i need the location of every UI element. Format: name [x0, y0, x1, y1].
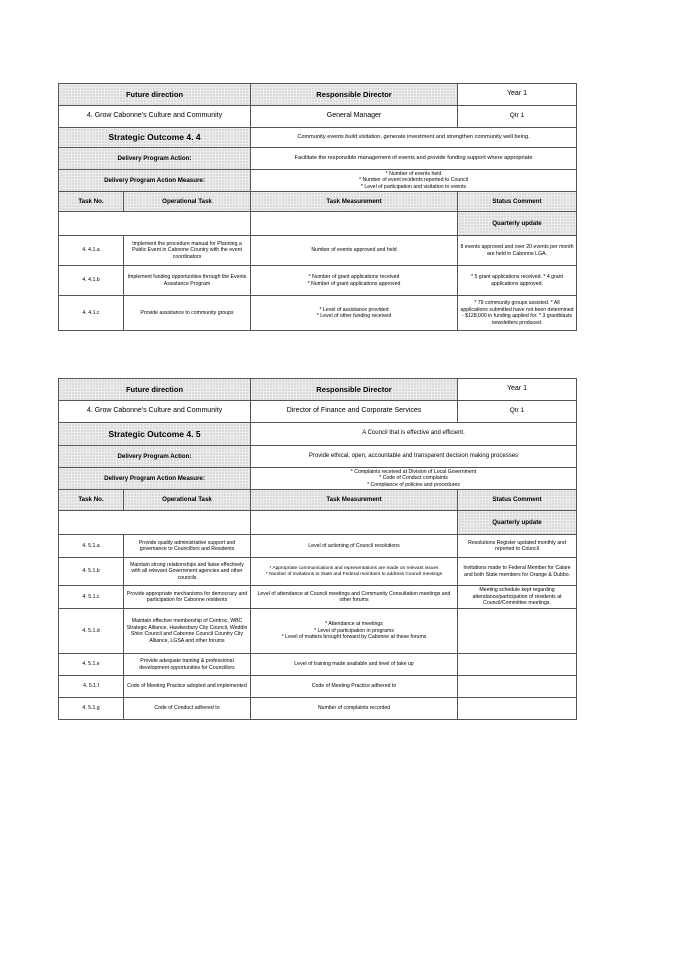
task-number: 4. 4.1.c: [59, 296, 124, 331]
blank-cell: [59, 212, 251, 236]
future-direction-value: 4. Grow Cabonne's Culture and Community: [59, 106, 251, 128]
quarter-label: Qtr 1: [458, 106, 577, 128]
status-comment: Resolutions Register updated monthly and reported to Council: [458, 535, 577, 558]
col-task-no: Task No.: [59, 490, 124, 511]
blank-cell: [251, 212, 458, 236]
task-number: 4. 5.1.b: [59, 558, 124, 586]
task-number: 4. 5.1.a: [59, 535, 124, 558]
delivery-program-measure-label: Delivery Program Action Measure:: [59, 468, 251, 490]
col-operational-task: Operational Task: [124, 490, 251, 511]
delivery-program-measure-label: Delivery Program Action Measure:: [59, 170, 251, 192]
table-row: [59, 654, 577, 676]
strategic-outcome-text: Community events build visitation, generate investment and strengthen community well being.: [251, 128, 577, 148]
delivery-program-measure-text: * Complaints received at Division of Local Government * Code of Conduct complaints * Compliance of policies and procedures: [251, 468, 577, 490]
operational-task: Implement funding opportunities through the Events Assistance Program: [124, 266, 251, 296]
col-status-comment: Status Comment: [458, 192, 577, 212]
delivery-program-action-label: Delivery Program Action:: [59, 148, 251, 170]
status-comment: [458, 609, 577, 654]
task-number: 4. 4.1.b: [59, 266, 124, 296]
task-measurement: Number of events approved and held: [251, 236, 458, 266]
status-comment: [458, 698, 577, 720]
operational-task: Provide assistance to community groups: [124, 296, 251, 331]
status-comment: Invitations made to Federal Member for Calare and both State members for Orange & Dubbo.: [458, 558, 577, 586]
quarter-label: Qtr 1: [458, 401, 577, 423]
status-comment: [458, 676, 577, 698]
table-row: [59, 586, 577, 609]
delivery-program-action-label: Delivery Program Action:: [59, 446, 251, 468]
table-row: [59, 698, 577, 720]
operational-plan-table-4-4: [58, 83, 577, 331]
future-direction-value: 4. Grow Cabonne's Culture and Community: [59, 401, 251, 423]
task-number: 4. 4.1.a: [59, 236, 124, 266]
task-measurement: * Attendance at meetings * Level of participation in programs * Level of matters brought forward by Cabonne at these forums: [251, 609, 458, 654]
operational-task: Provide appropriate mechanisms for democracy and participation for Cabonne residents: [124, 586, 251, 609]
status-comment: 8 events approved and over 20 events per month are held in Cabonne LGA.: [458, 236, 577, 266]
operational-task: Maintain effective membership of Centroc, WBC Strategic Alliance, Hawkesbury City Council, Weddin Shire Council and Cabonne Council Country City Alliance, LGSA and other forums: [124, 609, 251, 654]
operational-task: Implement the procedure manual for Planning a Public Event in Cabonne Country with the event coordinators: [124, 236, 251, 266]
status-comment: [458, 654, 577, 676]
operational-task: Provide quality administrative support and governance to Councillors and Residents: [124, 535, 251, 558]
delivery-program-measure-text: * Number of events held * Number of event incidents reported to Council * Level of participation and visitation to events: [251, 170, 577, 192]
quarterly-update-label: Quarterly update: [458, 511, 577, 535]
task-measurement: * Appropriate communications and representations are made on relevant issues * Number of invitations to State and Federal members to address Council meetings: [251, 558, 458, 586]
table-row: [59, 266, 577, 296]
table-row: [59, 558, 577, 586]
task-number: 4. 5.1.g: [59, 698, 124, 720]
task-measurement: * Level of assistance provided * Level of other funding received: [251, 296, 458, 331]
table-row: [59, 236, 577, 266]
year-label: Year 1: [458, 379, 577, 401]
task-measurement: Code of Meeting Practice adhered to: [251, 676, 458, 698]
status-comment: * 5 grant applications received. * 4 grant applications approved.: [458, 266, 577, 296]
table-row: [59, 609, 577, 654]
col-task-measurement: Task Measurement: [251, 192, 458, 212]
task-number: 4. 5.1.f: [59, 676, 124, 698]
year-label: Year 1: [458, 84, 577, 106]
responsible-director-value: Director of Finance and Corporate Services: [251, 401, 458, 423]
operational-task: Provide adequate training & professional development opportunities for Councillors: [124, 654, 251, 676]
task-measurement: Level of training made available and level of take up: [251, 654, 458, 676]
operational-task: Code of Conduct adhered to: [124, 698, 251, 720]
responsible-director-label: Responsible Director: [251, 84, 458, 106]
blank-cell: [251, 511, 458, 535]
strategic-outcome-label: Strategic Outcome 4. 4: [59, 128, 251, 148]
task-number: 4. 5.1.e: [59, 654, 124, 676]
table-row: [59, 535, 577, 558]
task-number: 4. 5.1.d: [59, 609, 124, 654]
strategic-outcome-text: A Council that is effective and efficient.: [251, 423, 577, 446]
future-direction-label: Future direction: [59, 84, 251, 106]
future-direction-label: Future direction: [59, 379, 251, 401]
task-measurement: Level of actioning of Council resolutions: [251, 535, 458, 558]
col-task-measurement: Task Measurement: [251, 490, 458, 511]
status-comment: Meeting schedule kept regarding attendance/participation of residents at Council/Committee meetings.: [458, 586, 577, 609]
table-row: [59, 676, 577, 698]
col-status-comment: Status Comment: [458, 490, 577, 511]
quarterly-update-label: Quarterly update: [458, 212, 577, 236]
col-operational-task: Operational Task: [124, 192, 251, 212]
task-measurement: * Number of grant applications received * Number of grant applications approved: [251, 266, 458, 296]
task-measurement: Level of attendance at Council meetings and Community Consultation meetings and other forums: [251, 586, 458, 609]
status-comment: * 79 community groups assisted. * All applications submitted have not been determined - $128,000 in funding applied for. * 3 grantblasts newsletters produced.: [458, 296, 577, 331]
delivery-program-action-text: Provide ethical, open, accountable and transparent decision making processes: [251, 446, 577, 468]
task-measurement: Number of complaints recorded: [251, 698, 458, 720]
table-row: [59, 296, 577, 331]
operational-task: Maintain strong relationships and liaise effectively with all relevant Government agencies and other councils: [124, 558, 251, 586]
strategic-outcome-label: Strategic Outcome 4. 5: [59, 423, 251, 446]
operational-task: Code of Meeting Practice adopted and implemented: [124, 676, 251, 698]
task-number: 4. 5.1.c: [59, 586, 124, 609]
col-task-no: Task No.: [59, 192, 124, 212]
delivery-program-action-text: Facilitate the responsible management of events and provide funding support where appropriate: [251, 148, 577, 170]
responsible-director-value: General Manager: [251, 106, 458, 128]
blank-cell: [59, 511, 251, 535]
operational-plan-table-4-5: [58, 378, 577, 720]
responsible-director-label: Responsible Director: [251, 379, 458, 401]
